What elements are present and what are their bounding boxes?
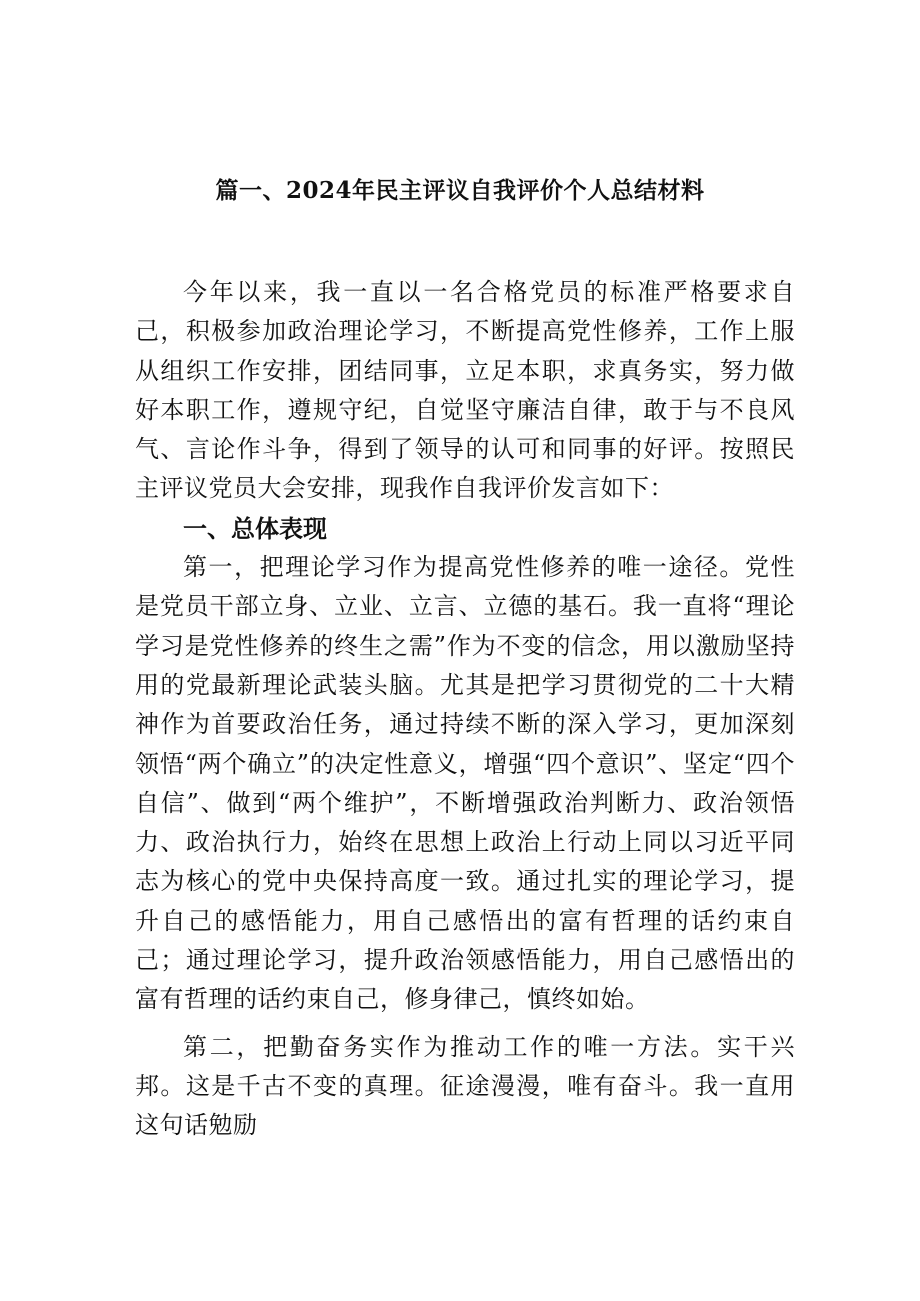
section-heading-overall-performance: 一、总体表现: [183, 513, 327, 543]
point-one-paragraph: 第一，把理论学习作为提高党性修养的唯一途径。党性是党员干部立身、立业、立言、立德的基石。我一直将“理论学习是党性修养的终生之需”作为不变的信念，用以激励坚持用的党最新理论武装头脑。尤其是把学习贯彻党的二十大精神作为首要政治任务，通过持续不断的深入学习，更加深刻领悟“两个确立”的决定性意义，增强“四个意识”、坚定“四个自信”、做到“两个维护”，不断增强政治判断力、政治领悟力、政治执行力，始终在思想上政治上行动上同以习近平同志为核心的党中央保持高度一致。通过扎实的理论学习，提升自己的感悟能力，用自己感悟出的富有哲理的话约束自己；通过理论学习，提升政治领感悟能力，用自己感悟出的富有哲理的话约束自己，修身律己，慎终如始。: [135, 553, 795, 1014]
document-body: [135, 273, 795, 1146]
document-title: 篇一、2024年民主评议自我评价个人总结材料: [215, 177, 705, 204]
intro-paragraph: 今年以来，我一直以一名合格党员的标准严格要求自己，积极参加政治理论学习，不断提高党性修养，工作上服从组织工作安排，团结同事，立足本职，求真务实，努力做好本职工作，遵规守纪，自觉坚守廉洁自律，敢于与不良风气、言论作斗争，得到了领导的认可和同事的好评。按照民主评议党员大会安排，现我作自我评价发言如下：: [135, 278, 795, 503]
point-two-paragraph: 第二，把勤奋务实作为推动工作的唯一方法。实干兴邦。这是千古不变的真理。征途漫漫，唯有奋斗。我一直用这句话勉励: [135, 1032, 795, 1140]
